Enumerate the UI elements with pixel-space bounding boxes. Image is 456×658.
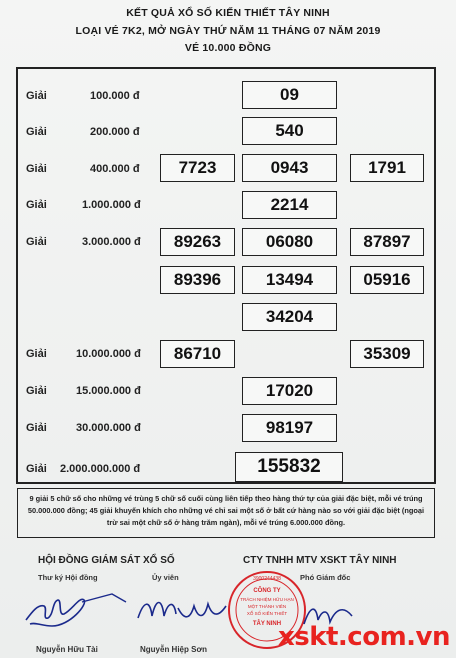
number-box: 34204 — [242, 303, 337, 331]
svg-text:3900244438: 3900244438 — [253, 576, 281, 582]
member-name: Nguyễn Hiệp Sơn — [140, 645, 208, 654]
prize-label: Giải — [26, 126, 47, 138]
prize-label: Giải — [26, 385, 47, 397]
prize-amount-30m: 30.000.000 đ — [76, 422, 141, 434]
number-box: 89396 — [160, 266, 235, 294]
prize-amount-200k: 200.000 đ — [90, 126, 140, 138]
prize-label: Giải — [26, 90, 47, 102]
prize-amount-special: 2.000.000.000 đ — [60, 463, 141, 475]
svg-text:MỘT THÀNH VIÊN: MỘT THÀNH VIÊN — [247, 604, 287, 609]
prize-label: Giải — [26, 348, 47, 360]
number-box: 7723 — [160, 154, 235, 182]
prize-note: 9 giải 5 chữ số cho những vé trùng 5 chữ số cuối cùng liên tiếp theo hàng thứ tự của giải đặc biệt, mỗi vé trúng 50.000.000 đồng; 45 giải khuyến khích cho những vé chỉ sai một số ở bất cứ hàng nào so với giải đặc biệt (ngoại trừ sai một chữ số ở hàng trăm ngàn), mỗi vé trúng 6.000.000 đồng. — [17, 488, 435, 538]
prize-amount-3m: 3.000.000 đ — [82, 236, 141, 248]
number-box: 05916 — [350, 266, 424, 294]
member-role: Ủy viên — [152, 573, 179, 582]
number-box: 540 — [242, 117, 337, 145]
secretary-name: Nguyễn Hữu Tài — [36, 645, 98, 654]
number-box: 89263 — [160, 228, 235, 256]
number-box: 09 — [242, 81, 337, 109]
council-title: HỘI ĐỒNG GIÁM SÁT XỔ SỐ — [38, 555, 175, 566]
svg-text:TÂY NINH: TÂY NINH — [252, 621, 282, 627]
number-box: 06080 — [242, 228, 337, 256]
prize-label: Giải — [26, 199, 47, 211]
prize-amount-15m: 15.000.000 đ — [76, 385, 141, 397]
number-box: 13494 — [242, 266, 337, 294]
special-number-box: 155832 — [235, 452, 343, 482]
signature-member — [132, 590, 232, 630]
company-title: CTY TNHH MTV XSKT TÂY NINH — [243, 555, 397, 566]
prize-amount-1m: 1.000.000 đ — [82, 199, 141, 211]
svg-text:XỔ SỐ KIẾN THIẾT: XỔ SỐ KIẾN THIẾT — [246, 611, 288, 616]
prize-label: Giải — [26, 422, 47, 434]
signature-secretary — [22, 582, 132, 632]
deputy-role: Phó Giám đốc — [300, 573, 351, 582]
secretary-role: Thư ký Hội đồng — [38, 573, 98, 582]
number-box: 87897 — [350, 228, 424, 256]
svg-text:TRÁCH NHIỆM HỮU HẠN: TRÁCH NHIỆM HỮU HẠN — [240, 597, 294, 602]
number-box: 1791 — [350, 154, 424, 182]
number-box: 86710 — [160, 340, 235, 368]
number-box: 2214 — [242, 191, 337, 219]
prize-amount-10m: 10.000.000 đ — [76, 348, 141, 360]
svg-text:CÔNG TY: CÔNG TY — [253, 588, 281, 594]
prize-amount-400k: 400.000 đ — [90, 163, 140, 175]
prize-label: Giải — [26, 463, 47, 475]
prize-label: Giải — [26, 236, 47, 248]
number-box: 98197 — [242, 414, 337, 442]
number-box: 17020 — [242, 377, 337, 405]
number-box: 0943 — [242, 154, 337, 182]
header-title: KẾT QUẢ XỔ SỐ KIẾN THIẾT TÂY NINH — [126, 7, 330, 19]
watermark-logo: xskt.com.vn — [277, 622, 450, 652]
number-box: 35309 — [350, 340, 424, 368]
prize-amount-100k: 100.000 đ — [90, 90, 140, 102]
prize-label: Giải — [26, 163, 47, 175]
header-ticket-price: VÉ 10.000 ĐỒNG — [184, 42, 272, 54]
header-ticket-info: LOẠI VÉ 7K2, MỞ NGÀY THỨ NĂM 11 THÁNG 07 NĂM 2019 — [75, 25, 381, 37]
